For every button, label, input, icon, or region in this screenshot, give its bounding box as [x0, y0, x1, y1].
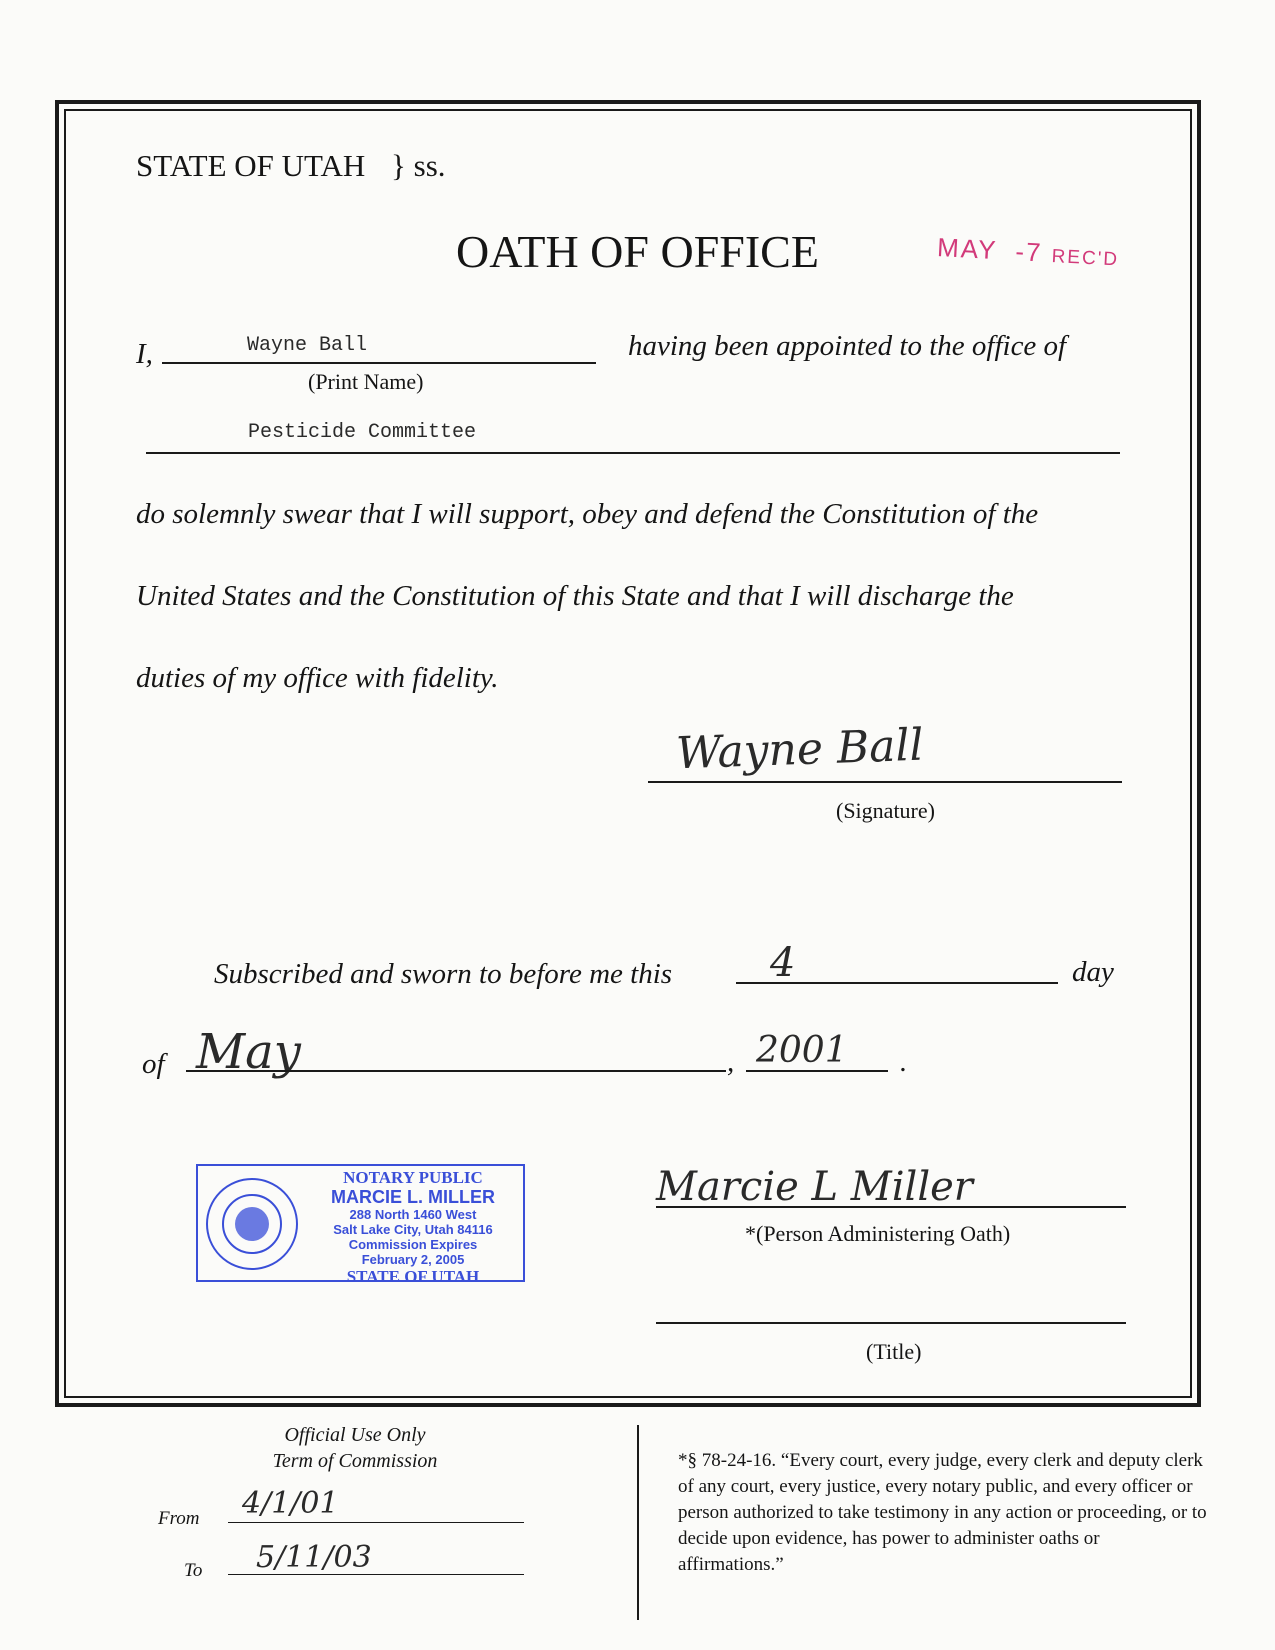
year-value: 2001 [756, 1030, 848, 1071]
appointee-signature: Wayne Ball [675, 719, 925, 780]
received-stamp-date: MAY -7 [936, 232, 1044, 268]
to-label: To [184, 1560, 203, 1581]
administrator-caption: *(Person Administering Oath) [745, 1221, 1011, 1246]
year-period: . [900, 1046, 908, 1078]
day-line [736, 982, 1058, 984]
term-heading: Term of Commission [272, 1450, 438, 1472]
notary-address-2: Salt Lake City, Utah 84116 [333, 1222, 493, 1237]
administrator-line [656, 1206, 1126, 1208]
day-value: 4 [770, 940, 796, 986]
notary-address-1: 288 North 1460 West [349, 1207, 477, 1222]
from-label: From [158, 1508, 200, 1529]
state-name: STATE OF UTAH [136, 148, 366, 183]
state-seal-icon [206, 1178, 298, 1270]
to-value: 5/11/03 [256, 1540, 372, 1575]
state-heading [136, 148, 446, 184]
oath-line-1: do solemnly swear that I will support, obey and defend the Constitution of the [136, 498, 1039, 530]
year-line [746, 1070, 888, 1072]
title-line [656, 1322, 1126, 1324]
print-name-caption: (Print Name) [308, 369, 424, 394]
notary-name: MARCIE L. MILLER [331, 1187, 495, 1207]
notary-expires: February 2, 2005 [361, 1252, 465, 1267]
subscribed-text: Subscribed and sworn to before me this [214, 958, 673, 990]
signature-caption: (Signature) [836, 798, 935, 823]
of-label: of [142, 1048, 165, 1080]
month-comma: , [727, 1046, 735, 1078]
oath-line-2: United States and the Constitution of this State and that I will discharge the [136, 580, 1014, 612]
notary-header: NOTARY PUBLIC [343, 1168, 483, 1187]
print-name-value: Wayne Ball [247, 334, 368, 357]
document-title: OATH OF OFFICE [456, 226, 819, 277]
month-line [186, 1070, 726, 1072]
statute-text: *§ 78-24-16. “Every court, every judge, every clerk and deputy clerk of any court, every justice, every notary public, and every officer or person authorized to take testimony in any action or proceeding, or to decide upon evidence, has power to administer oaths or affirmations.” [678, 1450, 1207, 1575]
notary-state: STATE OF UTAH [346, 1267, 480, 1286]
to-line [228, 1574, 524, 1575]
from-value: 4/1/01 [242, 1486, 339, 1521]
notary-commission: Commission Expires [348, 1237, 478, 1252]
received-stamp-suffix: REC'D [1051, 245, 1120, 271]
signature-line [648, 781, 1122, 783]
official-use-heading: Official Use Only [284, 1424, 426, 1446]
print-name-line [162, 362, 596, 364]
office-line [146, 452, 1120, 454]
month-value: May [196, 1024, 301, 1080]
ss-mark: } ss. [391, 148, 446, 183]
notary-stamp [196, 1164, 525, 1286]
from-line [228, 1522, 524, 1523]
footer-divider [637, 1425, 639, 1620]
office-value: Pesticide Committee [248, 421, 477, 444]
oath-line-3: duties of my office with fidelity. [136, 662, 499, 694]
administrator-signature: Marcie L Miller [656, 1164, 973, 1210]
oath-prefix: I, [136, 338, 153, 370]
appointed-text: having been appointed to the office of [628, 330, 1067, 362]
day-label: day [1072, 956, 1114, 988]
title-caption: (Title) [866, 1339, 922, 1364]
